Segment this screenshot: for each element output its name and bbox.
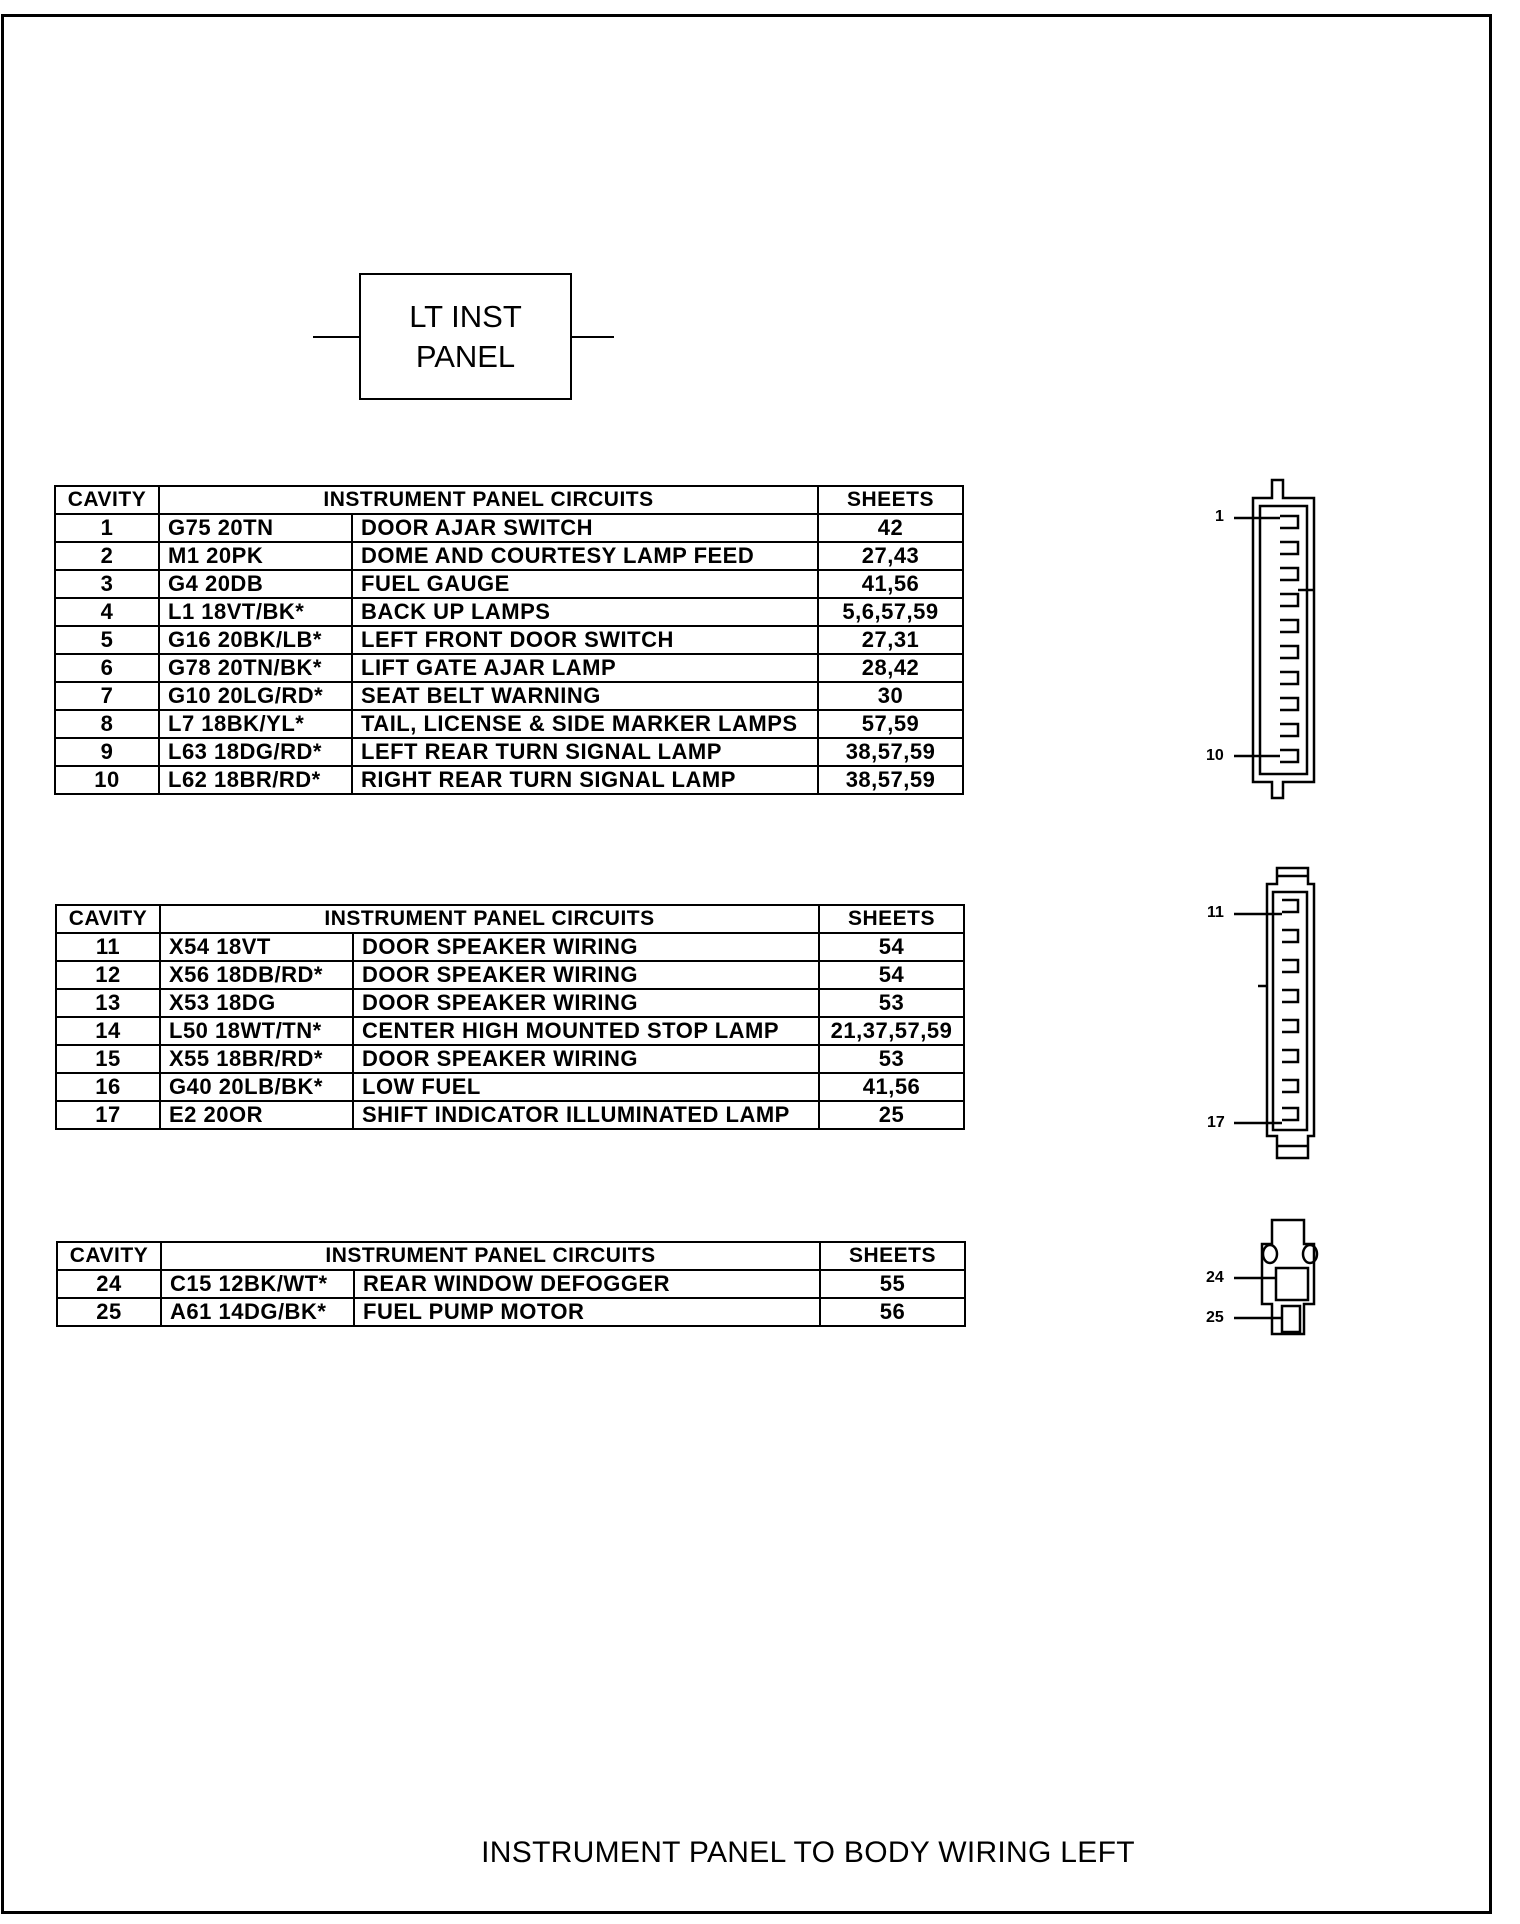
table-header-row — [56, 905, 964, 933]
sheets-header: SHEETS — [820, 1242, 965, 1270]
description-cell: LEFT REAR TURN SIGNAL LAMP — [352, 738, 818, 766]
sheets-header: SHEETS — [818, 486, 963, 514]
cavity-cell: 10 — [55, 766, 159, 794]
table-row — [55, 598, 963, 626]
cavity-header: CAVITY — [56, 905, 160, 933]
circuit-cell: G75 20TN — [159, 514, 352, 542]
circuit-cell: E2 20OR — [160, 1101, 353, 1129]
description-cell: DOOR SPEAKER WIRING — [353, 961, 819, 989]
circuit-cell: L7 18BK/YL* — [159, 710, 352, 738]
sheets-cell: 28,42 — [818, 654, 963, 682]
description-cell: SHIFT INDICATOR ILLUMINATED LAMP — [353, 1101, 819, 1129]
description-cell: LOW FUEL — [353, 1073, 819, 1101]
cavity-cell: 2 — [55, 542, 159, 570]
circuit-cell: G16 20BK/LB* — [159, 626, 352, 654]
circuit-cell: G40 20LB/BK* — [160, 1073, 353, 1101]
description-cell: LEFT FRONT DOOR SWITCH — [352, 626, 818, 654]
cavity-header: CAVITY — [57, 1242, 161, 1270]
description-cell: BACK UP LAMPS — [352, 598, 818, 626]
pin-label-25: 25 — [1206, 1309, 1224, 1326]
circuit-cell: X56 18DB/RD* — [160, 961, 353, 989]
table-row — [55, 738, 963, 766]
pin-label-1: 1 — [1215, 508, 1224, 525]
table-row — [56, 1017, 964, 1045]
table-row — [55, 514, 963, 542]
table-header-row — [57, 1242, 965, 1270]
sheets-cell: 30 — [818, 682, 963, 710]
description-cell: SEAT BELT WARNING — [352, 682, 818, 710]
circuit-table-2 — [55, 904, 965, 1130]
table-header-row — [55, 486, 963, 514]
sheets-cell: 38,57,59 — [818, 766, 963, 794]
header-line-2: PANEL — [415, 338, 516, 374]
cavity-header: CAVITY — [55, 486, 159, 514]
sheets-cell: 56 — [820, 1298, 965, 1326]
circuit-cell: M1 20PK — [159, 542, 352, 570]
circuit-cell: X55 18BR/RD* — [160, 1045, 353, 1073]
table-row — [56, 1101, 964, 1129]
cavity-cell: 17 — [56, 1101, 160, 1129]
cavity-cell: 1 — [55, 514, 159, 542]
circuit-cell: X54 18VT — [160, 933, 353, 961]
header-lead-right — [572, 336, 614, 338]
circuit-table-1 — [54, 485, 964, 795]
table-row — [57, 1298, 965, 1326]
table-row — [55, 710, 963, 738]
sheets-cell: 53 — [819, 1045, 964, 1073]
circuit-cell: C15 12BK/WT* — [161, 1270, 354, 1298]
pin-label-10: 10 — [1206, 747, 1224, 764]
circuit-cell: G78 20TN/BK* — [159, 654, 352, 682]
cavity-cell: 4 — [55, 598, 159, 626]
table-row — [56, 961, 964, 989]
sheets-cell: 42 — [818, 514, 963, 542]
description-cell: TAIL, LICENSE & SIDE MARKER LAMPS — [352, 710, 818, 738]
table-row — [56, 1073, 964, 1101]
cavity-cell: 5 — [55, 626, 159, 654]
description-cell: DOOR SPEAKER WIRING — [353, 933, 819, 961]
cavity-cell: 11 — [56, 933, 160, 961]
description-cell: CENTER HIGH MOUNTED STOP LAMP — [353, 1017, 819, 1045]
sheets-cell: 54 — [819, 933, 964, 961]
circuits-header: INSTRUMENT PANEL CIRCUITS — [160, 905, 819, 933]
sheets-cell: 21,37,57,59 — [819, 1017, 964, 1045]
header-line-1: LT INST — [409, 298, 522, 334]
sheets-cell: 38,57,59 — [818, 738, 963, 766]
description-cell: REAR WINDOW DEFOGGER — [354, 1270, 820, 1298]
circuit-cell: L63 18DG/RD* — [159, 738, 352, 766]
pin-label-17: 17 — [1207, 1114, 1225, 1131]
table-row — [55, 570, 963, 598]
circuit-cell: A61 14DG/BK* — [161, 1298, 354, 1326]
circuit-cell: G10 20LG/RD* — [159, 682, 352, 710]
cavity-cell: 7 — [55, 682, 159, 710]
table-row — [56, 933, 964, 961]
diagram-title: INSTRUMENT PANEL TO BODY WIRING LEFT — [481, 1836, 1135, 1869]
table-row — [55, 626, 963, 654]
cavity-cell: 9 — [55, 738, 159, 766]
sheets-header: SHEETS — [819, 905, 964, 933]
sheets-cell: 57,59 — [818, 710, 963, 738]
cavity-cell: 25 — [57, 1298, 161, 1326]
description-cell: LIFT GATE AJAR LAMP — [352, 654, 818, 682]
sheets-cell: 54 — [819, 961, 964, 989]
sheets-cell: 41,56 — [819, 1073, 964, 1101]
circuits-header: INSTRUMENT PANEL CIRCUITS — [161, 1242, 820, 1270]
description-cell: DOME AND COURTESY LAMP FEED — [352, 542, 818, 570]
cavity-cell: 16 — [56, 1073, 160, 1101]
description-cell: FUEL PUMP MOTOR — [354, 1298, 820, 1326]
sheets-cell: 25 — [819, 1101, 964, 1129]
cavity-cell: 3 — [55, 570, 159, 598]
cavity-cell: 8 — [55, 710, 159, 738]
description-cell: DOOR SPEAKER WIRING — [353, 1045, 819, 1073]
circuit-cell: L50 18WT/TN* — [160, 1017, 353, 1045]
table-row — [55, 654, 963, 682]
circuit-cell: G4 20DB — [159, 570, 352, 598]
description-cell: DOOR AJAR SWITCH — [352, 514, 818, 542]
circuit-table-3 — [56, 1241, 966, 1327]
cavity-cell: 15 — [56, 1045, 160, 1073]
pin-label-24: 24 — [1206, 1269, 1224, 1286]
circuit-cell: L62 18BR/RD* — [159, 766, 352, 794]
table-row — [55, 682, 963, 710]
description-cell: FUEL GAUGE — [352, 570, 818, 598]
table-row — [56, 1045, 964, 1073]
table-row — [55, 766, 963, 794]
cavity-cell: 13 — [56, 989, 160, 1017]
header-lead-left — [313, 336, 359, 338]
sheets-cell: 41,56 — [818, 570, 963, 598]
cavity-cell: 24 — [57, 1270, 161, 1298]
description-cell: DOOR SPEAKER WIRING — [353, 989, 819, 1017]
table-row — [57, 1270, 965, 1298]
sheets-cell: 5,6,57,59 — [818, 598, 963, 626]
sheets-cell: 53 — [819, 989, 964, 1017]
sheets-cell: 27,31 — [818, 626, 963, 654]
cavity-cell: 14 — [56, 1017, 160, 1045]
pin-label-11: 11 — [1207, 904, 1224, 921]
circuits-header: INSTRUMENT PANEL CIRCUITS — [159, 486, 818, 514]
sheets-cell: 27,43 — [818, 542, 963, 570]
circuit-cell: X53 18DG — [160, 989, 353, 1017]
description-cell: RIGHT REAR TURN SIGNAL LAMP — [352, 766, 818, 794]
table-row — [55, 542, 963, 570]
circuit-cell: L1 18VT/BK* — [159, 598, 352, 626]
sheets-cell: 55 — [820, 1270, 965, 1298]
cavity-cell: 6 — [55, 654, 159, 682]
cavity-cell: 12 — [56, 961, 160, 989]
lt-inst-panel-box — [359, 273, 572, 400]
table-row — [56, 989, 964, 1017]
